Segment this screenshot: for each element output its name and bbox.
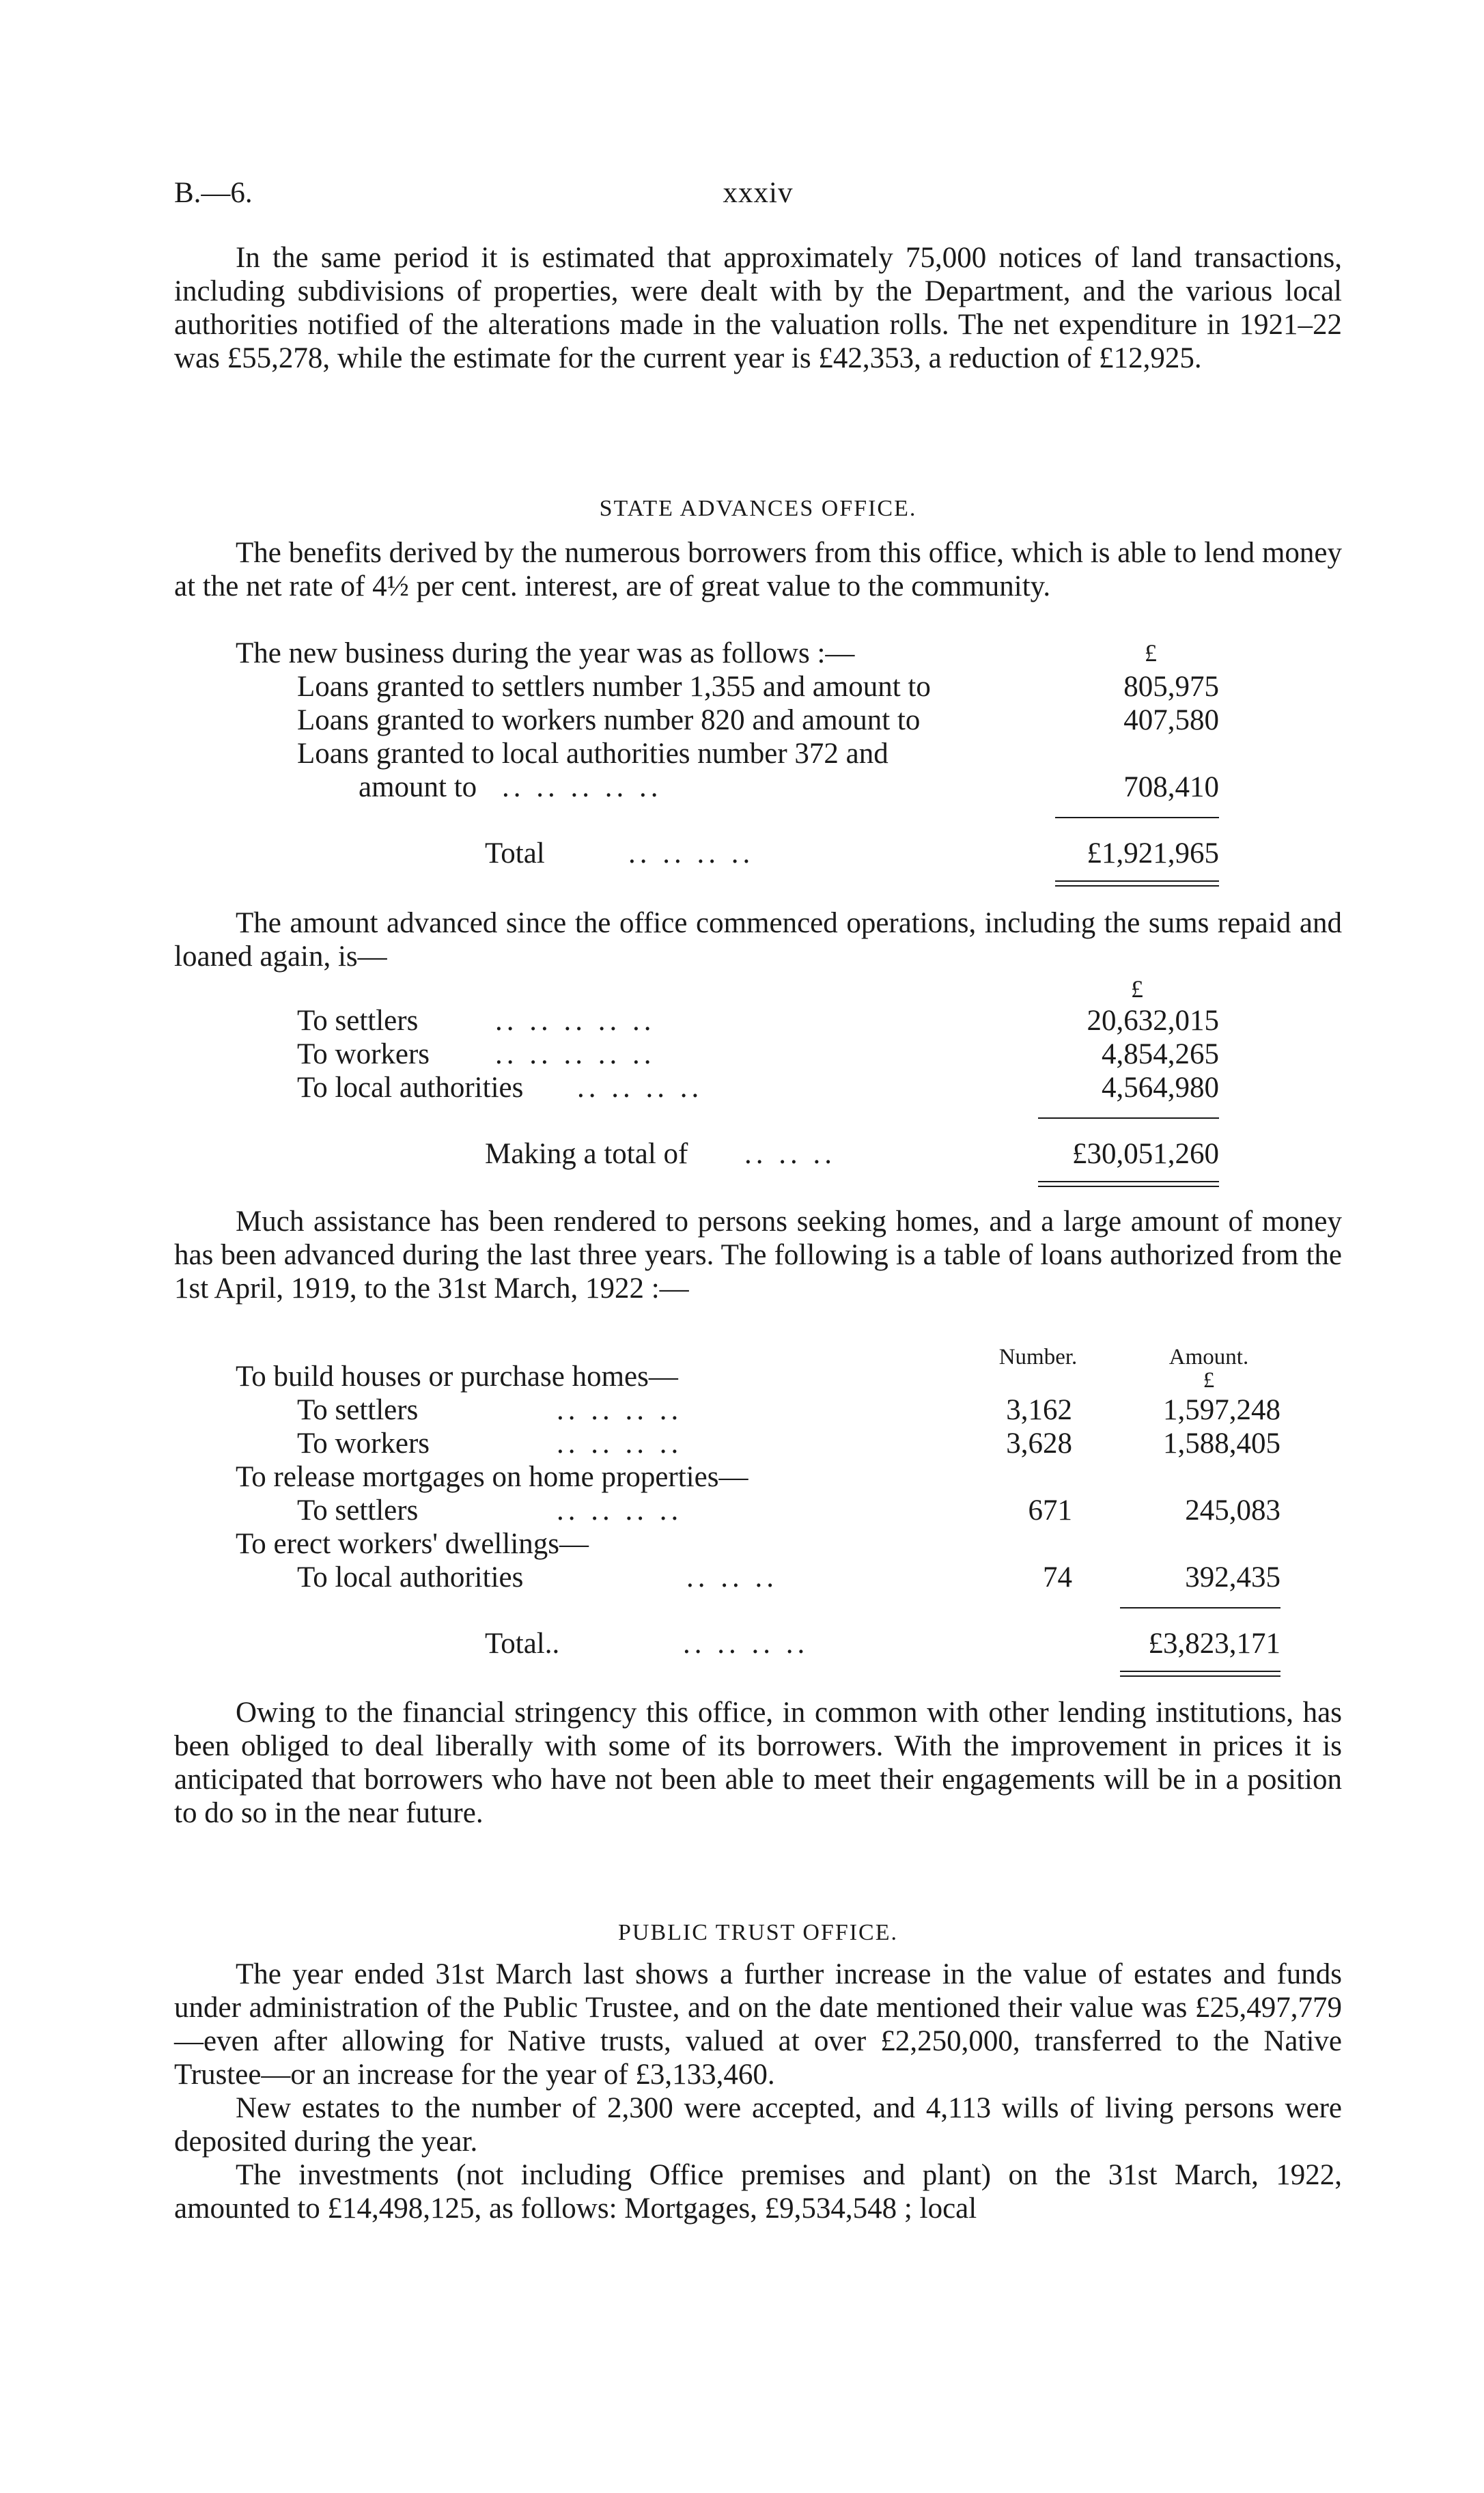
row-label: To settlers: [297, 1394, 419, 1426]
intro-paragraph: In the same period it is estimated that approximately 75,000 notices of land transactions, including subdivisions of properties, were dealt with by the Department, and the various local authorities notified of the alterations made in the valuation rolls. The net expenditure in 1921–22 was £55,278, while the estimate for the current year is £42,353, a reduction of £12,925.: [174, 242, 1342, 374]
state-advances-closing: Owing to the financial stringency this office, in common with other lending institutions, has been obliged to deal liberally with some of its borrowers. With the improvement in prices it is anticipated that borrowers who have not been able to meet their engagements will be in a position to do so in the near future.: [174, 1697, 1342, 1829]
row-amount: 805,975: [1123, 671, 1219, 703]
loans-row: [297, 1393, 1280, 1427]
total-double-rule: [1038, 1181, 1219, 1182]
total-label: Total..: [485, 1628, 560, 1660]
row-amount: 4,854,265: [1102, 1038, 1219, 1070]
new-business-row: [297, 704, 1219, 737]
row-number: 3,628: [1006, 1427, 1072, 1460]
total-double-rule: [1055, 885, 1219, 887]
row-label: To settlers: [297, 1005, 419, 1037]
row-label-cont: amount to: [359, 771, 477, 803]
total-double-rule: [1038, 1186, 1219, 1187]
new-business-lead-row: [236, 637, 1219, 670]
loans-group-title: To erect workers' dwellings—: [236, 1528, 589, 1560]
leader-dots: .. .. ..: [686, 1561, 778, 1593]
leader-dots: .. .. .. ..: [557, 1427, 683, 1460]
row-number: 671: [1028, 1494, 1072, 1527]
leader-dots: .. .. .. .. ..: [495, 1005, 656, 1037]
homes-intro: Much assistance has been rendered to persons seeking homes, and a large amount of money has been advanced during the last three years. The following is a table of loans authorized from the 1st April, 1919, to the 31st March, 1922 :—: [174, 1206, 1342, 1305]
document-code: B.—6.: [174, 177, 253, 209]
row-label: Loans granted to settlers number 1,355 and amount to: [297, 671, 931, 703]
public-trust-body: The year ended 31st March last shows a further increase in the value of estates and funds under administration of the Public Trustee, and on the date mentioned their value was £25,497,779—even after allowing for Native trusts, valued at over £2,250,000, transferred to the Native Trustee—or an increase for the year of £3,133,460. New estates to the number of 2,300 were accepted, and 4,113 wills of living persons were deposited during the year. The investments (not including Office premises and plant) on the 31st March, 1922, amounted to £14,498,125, as follows: Mortgages, £9,534,548 ; local: [174, 1958, 1342, 2225]
row-label: To workers: [297, 1038, 430, 1070]
row-label: To local authorities: [297, 1072, 524, 1104]
total-double-rule: [1120, 1675, 1280, 1677]
loans-row: [297, 1494, 1280, 1527]
row-amount: 392,435: [1185, 1561, 1280, 1593]
row-label: Loans granted to local authorities number 372 and: [297, 738, 888, 770]
leader-dots: .. .. .. ..: [628, 837, 755, 869]
row-label: Loans granted to workers number 820 and amount to: [297, 704, 921, 736]
page-number: xxxiv: [723, 177, 794, 209]
total-amount: £30,051,260: [1072, 1138, 1219, 1170]
leader-dots: .. .. .. ..: [557, 1494, 683, 1527]
total-double-rule: [1055, 880, 1219, 882]
loans-group-title: To build houses or purchase homes—: [236, 1361, 678, 1393]
page-header: [174, 176, 1342, 210]
col-header-number: Number.: [998, 1345, 1078, 1369]
row-amount: 245,083: [1185, 1494, 1280, 1527]
loans-row: [297, 1427, 1280, 1460]
new-business-total-row: [485, 837, 1219, 870]
total-label: Making a total of: [485, 1138, 688, 1170]
row-amount: 1,588,405: [1163, 1427, 1280, 1460]
row-amount: 1,597,248: [1163, 1394, 1280, 1426]
row-number: 74: [1043, 1561, 1072, 1593]
new-business-row-cont: [359, 770, 1219, 804]
row-amount: 20,632,015: [1087, 1005, 1219, 1037]
advanced-total-row: [485, 1137, 1219, 1171]
row-amount: 407,580: [1123, 704, 1219, 736]
advanced-row: [297, 1004, 1219, 1037]
row-label: To settlers: [297, 1494, 419, 1527]
advanced-currency-row: [1055, 973, 1219, 1006]
public-trust-heading: PUBLIC TRUST OFFICE.: [618, 1920, 898, 1945]
row-amount: 708,410: [1123, 771, 1219, 803]
leader-dots: .. .. .. ..: [557, 1394, 683, 1426]
advanced-row: [297, 1071, 1219, 1104]
currency-symbol: £: [1145, 639, 1157, 667]
col-header-currency: £: [1203, 1368, 1215, 1393]
subtotal-rule: [1120, 1607, 1280, 1608]
advanced-lead: The amount advanced since the office commenced operations, including the sums repaid and loaned again, is—: [174, 907, 1342, 973]
leader-dots: .. .. .. .. ..: [502, 771, 662, 803]
leader-dots: .. .. ..: [744, 1138, 836, 1170]
new-business-lead: The new business during the year was as follows :—: [236, 637, 855, 669]
row-number: 3,162: [1006, 1394, 1072, 1426]
loans-total-row: [485, 1627, 1280, 1660]
total-double-rule: [1120, 1671, 1280, 1672]
leader-dots: .. .. .. ..: [683, 1628, 809, 1660]
subtotal-rule: [1038, 1117, 1219, 1119]
loans-group-title: To release mortgages on home properties—: [236, 1461, 748, 1493]
subtotal-rule: [1055, 817, 1219, 818]
total-amount: £3,823,171: [1148, 1628, 1280, 1660]
leader-dots: .. .. .. ..: [577, 1072, 703, 1104]
col-header-amount: Amount.: [1168, 1345, 1249, 1369]
total-amount: £1,921,965: [1087, 837, 1219, 869]
total-label: Total: [485, 837, 545, 869]
new-business-row: [297, 737, 1219, 770]
row-label: To local authorities: [297, 1561, 524, 1593]
currency-symbol: £: [1131, 975, 1143, 1003]
loans-row: [297, 1561, 1280, 1594]
row-amount: 4,564,980: [1102, 1072, 1219, 1104]
row-label: To workers: [297, 1427, 430, 1460]
state-advances-intro: The benefits derived by the numerous borrowers from this office, which is able to lend money at the net rate of 4½ per cent. interest, are of great value to the community.: [174, 537, 1342, 602]
state-advances-heading: STATE ADVANCES OFFICE.: [599, 496, 917, 521]
new-business-row: [297, 670, 1219, 704]
leader-dots: .. .. .. .. ..: [495, 1038, 656, 1070]
advanced-row: [297, 1037, 1219, 1071]
